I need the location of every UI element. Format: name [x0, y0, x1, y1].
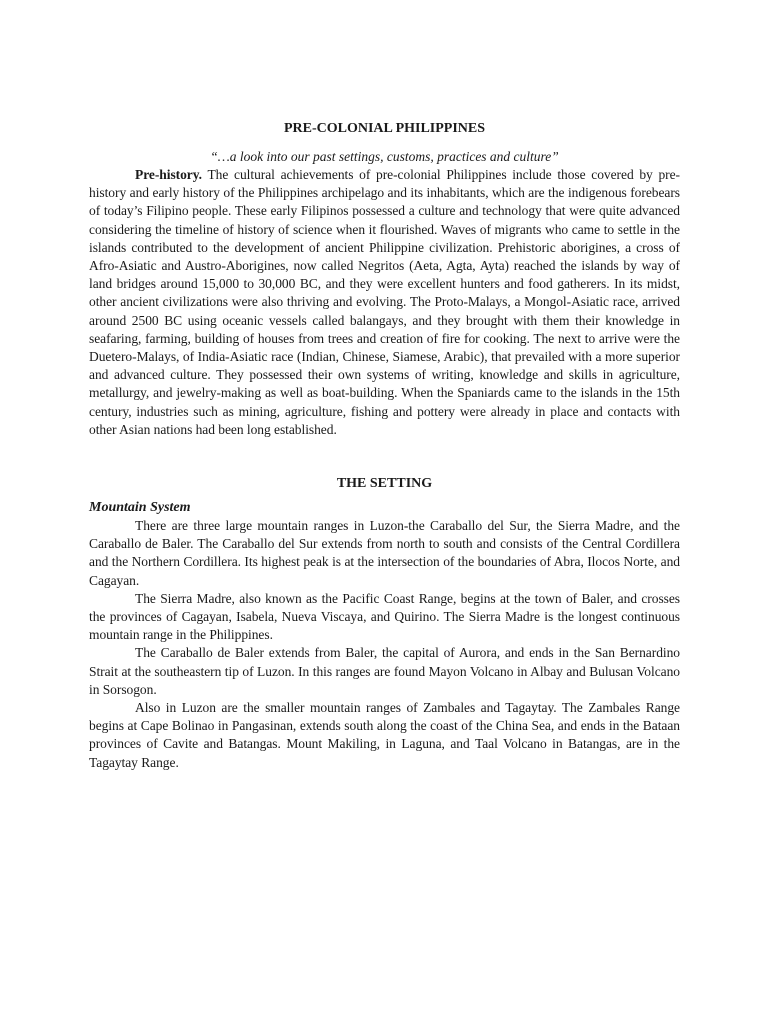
document-subtitle: “…a look into our past settings, customs, practices and culture”	[210, 149, 559, 164]
prehistory-paragraph	[89, 166, 680, 439]
prehistory-text: The cultural achievements of pre-colonial Philippines include those covered by pre-history and early history of the Philippines archipelago and its inhabitants, which are the indigenous forebears of today’s Filipino people. These early Filipinos possessed a culture and technology that were quite advanced considering the timeline of history of science when it flourished. Waves of migrants who came to settle in the islands contributed to the development of ancient Philippine civilization. Prehistoric aborigines, a cross of Afro-Asiatic and Austro-Aborigines, now called Negritos (Aeta, Agta, Ayta) reached the islands by way of land bridges around 15,000 to 30,000 BC, and they were excellent hunters and food gatherers. In its midst, other ancient civilizations were also thriving and evolving. The Proto-Malays, a Mongol-Asiatic race, arrived around 2500 BC using oceanic vessels called balangays, and they brought with them their knowledge in seafaring, farming, building of houses from trees and creation of fire for cooking. The next to arrive were the Duetero-Malays, of India-Asiatic race (Indian, Chinese, Siamese, Arabic), that prevailed with a more superior and advanced culture. They possessed their own systems of writing, knowledge and skills in agriculture, metallurgy, and jewelry-making as well as boat-building. When the Spaniards came to the islands in the 15th century, industries such as mining, agriculture, fishing and pottery were already in place and contacts with other Asian nations had been long established.	[89, 167, 680, 437]
mountain-paragraph-2: The Sierra Madre, also known as the Pacific Coast Range, begins at the town of Baler, and crosses the provinces of Cagayan, Isabela, Nueva Viscaya, and Quirino. The Sierra Madre is the longest continuous mountain range in the Philippines.	[89, 590, 680, 643]
prehistory-lead: Pre-history.	[135, 167, 203, 182]
setting-heading: THE SETTING	[336, 476, 433, 492]
mountain-system-subheading: Mountain System	[89, 500, 191, 516]
mountain-paragraph-1: There are three large mountain ranges in Luzon-the Caraballo del Sur, the Sierra Madre, and the Caraballo de Baler. The Caraballo del Sur extends from north to south and consists of the Central Cordillera and the Northern Cordillera. Its highest peak is at the intersection of the boundaries of Abra, Ilocos Norte, and Cagayan.	[89, 518, 680, 588]
mountain-paragraph-4: Also in Luzon are the smaller mountain ranges of Zambales and Tagaytay. The Zambales Range begins at Cape Bolinao in Pangasinan, extends south along the coast of the China Sea, and ends in the Bataan provinces of Cavite and Batangas. Mount Makiling, in Laguna, and Taal Volcano in Batangas, are in the Tagaytay Range.	[89, 700, 680, 770]
mountain-paragraph-3: The Caraballo de Baler extends from Baler, the capital of Aurora, and ends in the San Bernardino Strait at the southeastern tip of Luzon. In this ranges are found Mayon Volcano in Albay and Bulusan Volcano in Sorsogon.	[89, 645, 680, 697]
document-title: PRE-COLONIAL PHILIPPINES	[283, 121, 486, 136]
